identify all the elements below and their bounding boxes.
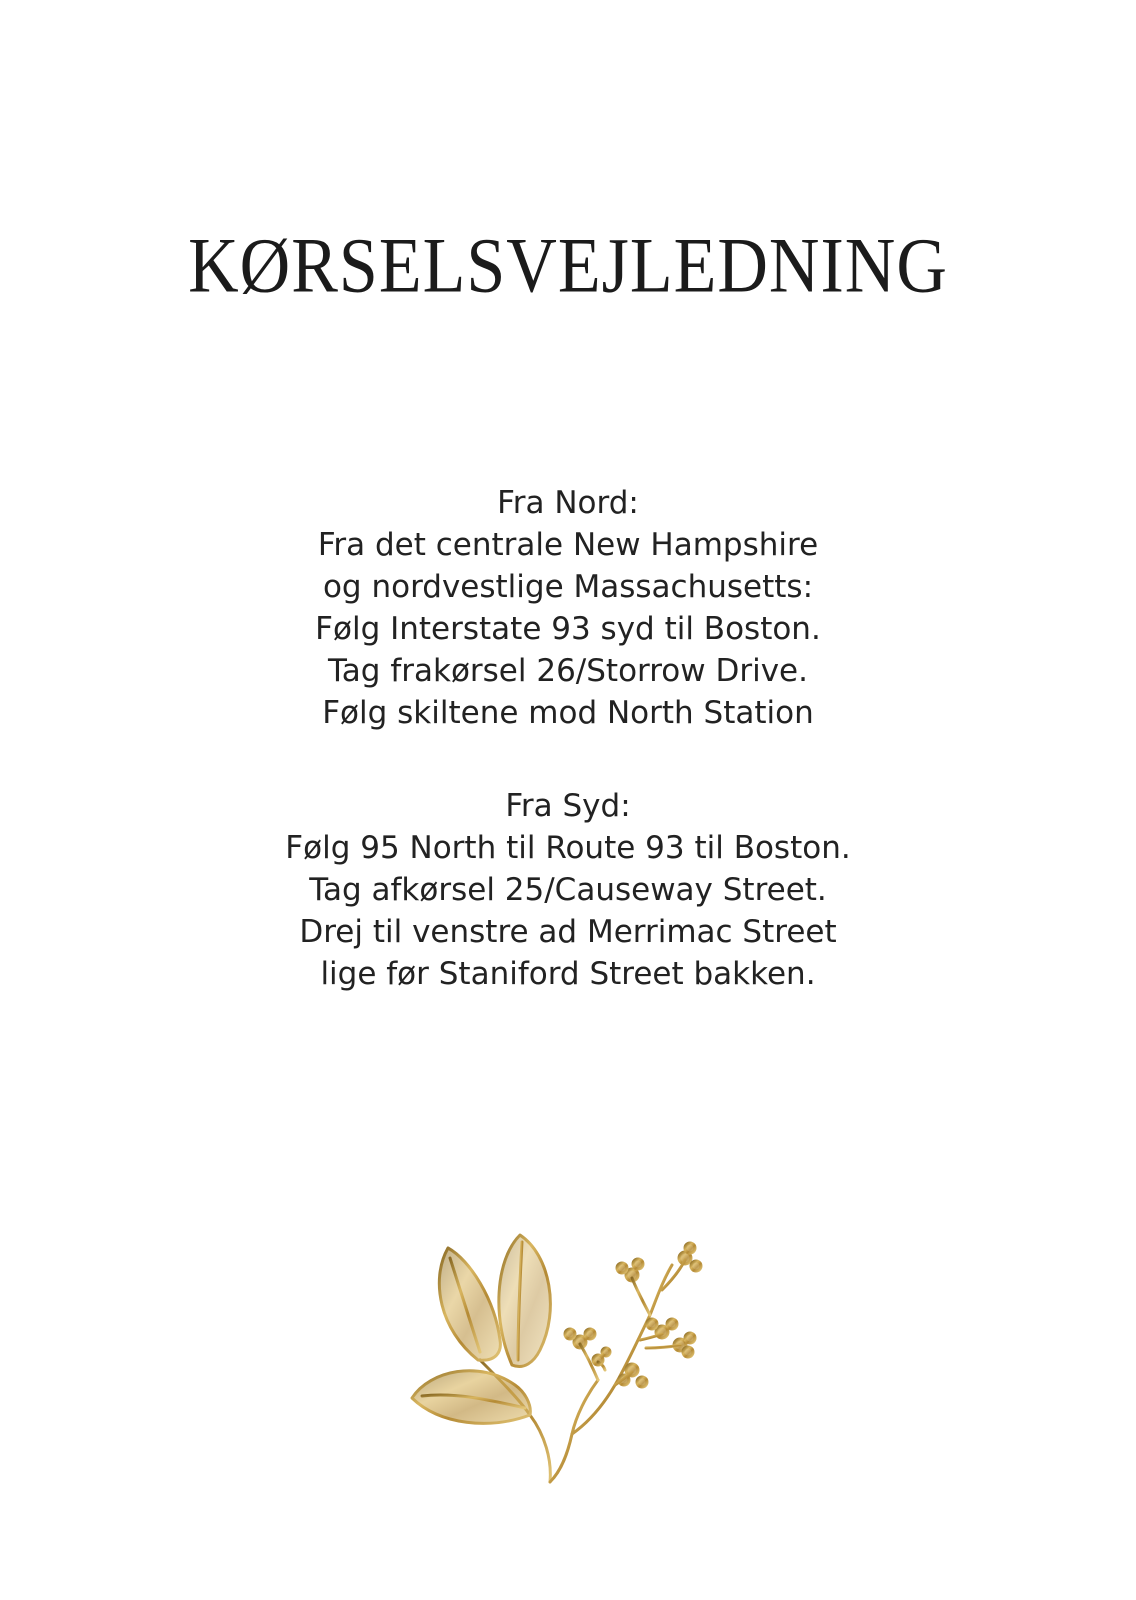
north-line: Følg Interstate 93 syd til Boston. — [315, 611, 821, 647]
south-line: Følg 95 North til Route 93 til Boston. — [285, 830, 851, 866]
south-heading: Fra Syd: — [505, 788, 631, 824]
north-line: Tag frakørsel 26/Storrow Drive. — [328, 653, 808, 689]
south-line: Drej til venstre ad Merrimac Street — [299, 914, 837, 950]
north-line: og nordvestlige Massachusetts: — [322, 569, 814, 605]
south-line: lige før Staniford Street bakken. — [320, 956, 816, 992]
north-line: Følg skiltene mod North Station — [322, 695, 814, 731]
gold-botanical-sprig-icon — [400, 1220, 740, 1500]
directions-from-north — [0, 482, 1136, 734]
north-line: Fra det centrale New Hampshire — [317, 527, 819, 563]
page-title: KØRSELSVEJLEDNING — [188, 223, 948, 310]
north-heading: Fra Nord: — [497, 485, 639, 521]
directions-from-south — [0, 785, 1136, 995]
south-line: Tag afkørsel 25/Causeway Street. — [309, 872, 827, 908]
